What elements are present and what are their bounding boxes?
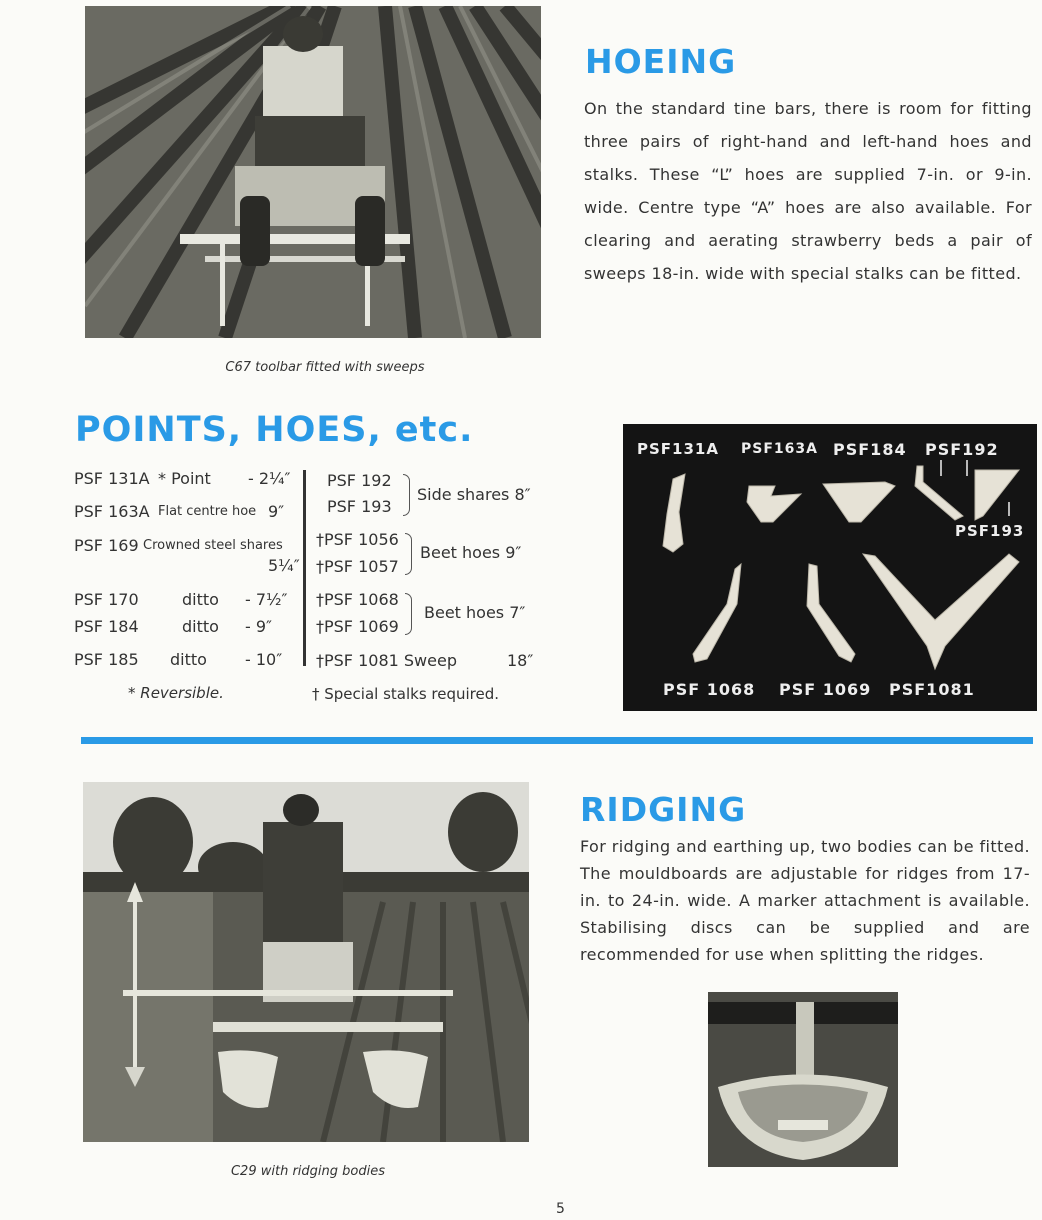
part-code: †PSF 1057 [316,557,399,576]
group-label: Beet hoes 9″ [420,543,522,562]
part-code: PSF 169 [74,536,139,555]
hoeing-paragraph: On the standard tine bars, there is room for fitting three pairs of right-hand and left-hand hoes and stalks. These “L” hoes are supplied 7-in. or 9-in. wide. Centre type “A” hoes are also available. For clearing and aerating strawberry beds a pair of sweeps 18-in. wide with special stalks can be fitted. [584,99,1032,283]
brace [403,474,410,516]
mouldboard-illustration [708,992,898,1167]
part-size: 18″ [507,651,534,670]
page-number: 5 [556,1201,565,1217]
panel-label: PSF 1069 [779,680,872,699]
group-label: Beet hoes 7″ [424,603,526,622]
part-desc: Flat centre hoe [158,504,257,519]
part-code: PSF 193 [327,497,392,516]
part-code: PSF 185 [74,650,139,669]
section-divider [81,737,1033,744]
photo-ridging-bodies [83,782,529,1142]
part-code: PSF 163A [74,502,150,521]
photo-points-hoes [623,424,1037,711]
part-size: - 7½″ [245,590,288,609]
part-code: PSF 192 [327,471,392,490]
part-size: - 10″ [245,650,283,669]
part-size: - 2¼″ [248,469,291,488]
panel-label: PSF184 [833,440,907,459]
caption-ridging: C29 with ridging bodies [230,1164,385,1179]
part-code: †PSF 1056 [316,530,399,549]
part-size: - 9″ [245,617,273,636]
brace [405,593,412,635]
heading-ridging: RIDGING [580,790,747,829]
ridging-tractor-illustration [83,782,529,1142]
group-label: Side shares 8″ [417,485,531,504]
part-desc: ditto [170,650,207,669]
part-code: PSF 170 [74,590,139,609]
part-code: †PSF 1081 Sweep [316,651,457,670]
heading-hoeing: HOEING [585,42,737,81]
reversible-note: * Reversible. [128,684,224,702]
ridging-paragraph: For ridging and earthing up, two bodies can be fitted. The mouldboards are adjustable for ridges from 17-in. to 24-in. wide. A marker attachment is available. Stabilising discs can be supplied and are recommended for use when splitting the ridges. [580,837,1030,964]
part-size: 9″ [268,502,285,521]
part-desc: ditto [182,590,219,609]
panel-label: PSF193 [955,522,1025,540]
part-code: †PSF 1069 [316,617,399,636]
table-divider [303,470,306,666]
part-desc: * Point [158,469,211,488]
part-desc: ditto [182,617,219,636]
part-size: 5¼″ [268,556,300,575]
heading-points-hoes: POINTS, HOES, etc. [75,410,474,450]
panel-label: PSF192 [925,440,999,459]
brace [405,533,412,575]
hoe-shapes-illustration [623,424,1037,711]
panel-label: PSF163A [741,441,818,457]
panel-label: PSF 1068 [663,680,756,699]
part-code: PSF 131A [74,469,150,488]
part-desc: Crowned steel shares [143,538,283,553]
photo-toolbar-sweeps [85,6,541,338]
part-code: PSF 184 [74,617,139,636]
photo-ridging-body-closeup [708,992,898,1167]
caption-toolbar: C67 toolbar fitted with sweeps [225,360,425,375]
special-stalks-note: † Special stalks required. [312,685,500,703]
panel-label: PSF1081 [889,680,975,699]
tractor-rows-illustration [85,6,541,338]
part-code: †PSF 1068 [316,590,399,609]
panel-label: PSF131A [637,440,719,458]
